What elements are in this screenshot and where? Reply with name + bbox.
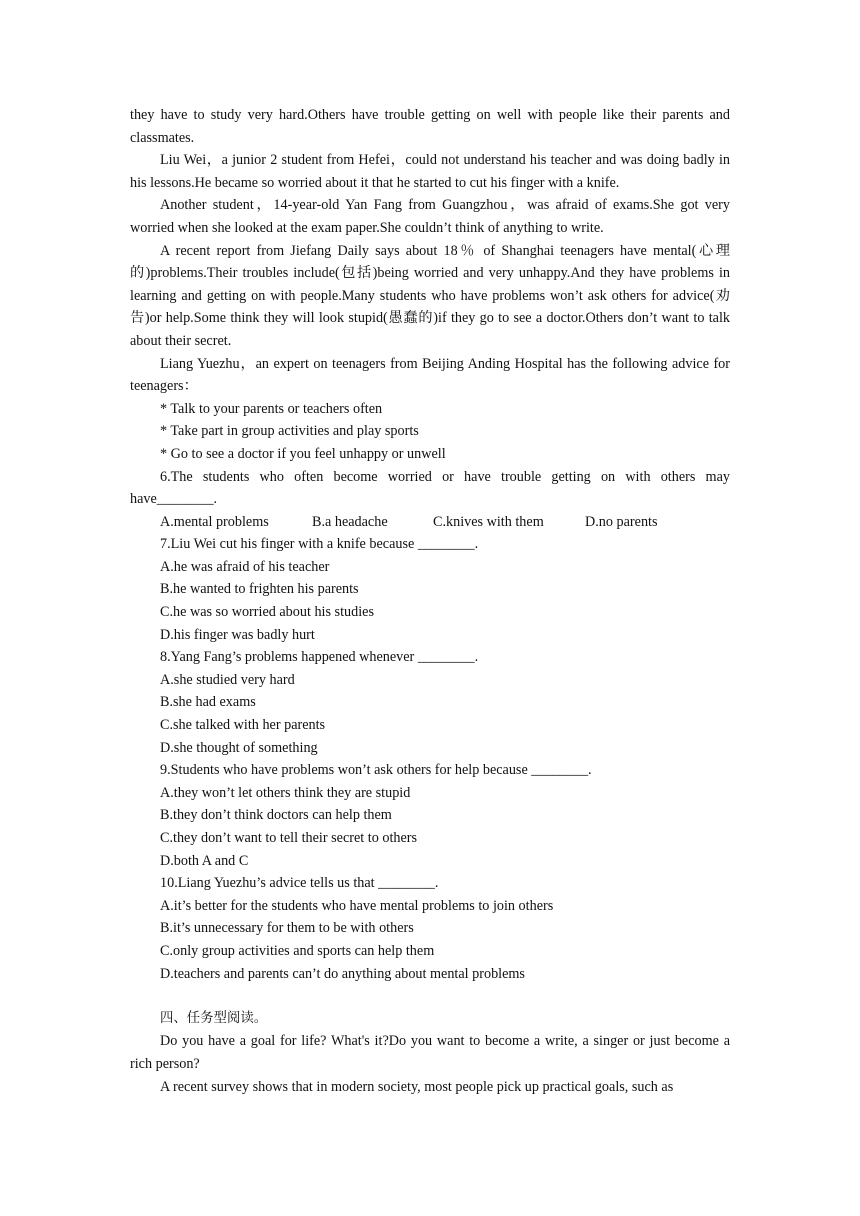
question-options-row [130, 511, 730, 534]
question-stem: 6.The students who often become worried or have trouble getting on with others may have________. [130, 468, 730, 508]
question-stem: 7.Liu Wei cut his finger with a knife because ________. [160, 536, 479, 553]
option-b: B.they don’t think doctors can help them [160, 807, 392, 824]
advice-item: * Go to see a doctor if you feel unhappy or unwell [160, 445, 446, 462]
option-a: A.she studied very hard [160, 671, 295, 688]
option-d: D.his finger was badly hurt [160, 626, 315, 643]
option-a: A.mental problems [160, 513, 269, 530]
passage-paragraph: Do you have a goal for life? What's it?Do you want to become a write, a singer or just become a rich person? [130, 1033, 730, 1072]
passage-paragraph: Liang Yuezhu，an expert on teenagers from Beijing Anding Hospital has the following advice for teenagers： [130, 355, 730, 395]
question-stem: 10.Liang Yuezhu’s advice tells us that ________. [160, 875, 439, 892]
option-b: B.it’s unnecessary for them to be with others [160, 920, 414, 937]
option-b: B.he wanted to frighten his parents [160, 581, 359, 598]
passage-paragraph: A recent survey shows that in modern society, most people pick up practical goals, such as [160, 1078, 674, 1095]
option-c: C.she talked with her parents [160, 717, 326, 734]
passage-paragraph: A recent report from Jiefang Daily says about 18％ of Shanghai teenagers have mental(心理的)problems.Their troubles include(包括)being worried and very unhappy.And they have problems in learning and getting on with people.Many students who have problems won’t ask others for advice(劝告)or help.Some think they will look stupid(愚蠢的)if they go to see a doctor.Others don’t want to talk about their secret. [130, 242, 730, 349]
option-c: C.knives with them [433, 513, 544, 530]
section-gap [130, 985, 730, 1008]
option-d: D.both A and C [160, 852, 249, 869]
passage-paragraph: Liu Wei，a junior 2 student from Hefei，could not understand his teacher and was doing badly in his lessons.He became so worried about it that he started to cut his finger with a knife. [130, 152, 730, 191]
option-d: D.she thought of something [160, 739, 318, 756]
option-a: A.it’s better for the students who have mental problems to join others [160, 897, 554, 914]
question-stem: 9.Students who have problems won’t ask others for help because ________. [160, 762, 592, 779]
passage-paragraph: they have to study very hard.Others have trouble getting on well with people like their parents and classmates. [130, 107, 730, 146]
option-b: B.she had exams [160, 694, 256, 711]
option-a: A.they won’t let others think they are stupid [160, 784, 411, 801]
option-c: C.only group activities and sports can help them [160, 942, 435, 959]
option-c: C.they don’t want to tell their secret to others [160, 830, 418, 846]
passage-paragraph: Another student，14-year-old Yan Fang from Guangzhou，was afraid of exams.She got very worried when she looked at the exam paper.She couldn’t think of anything to write. [130, 197, 730, 236]
option-b: B.a headache [312, 513, 388, 530]
document-page [130, 104, 730, 1098]
option-c: C.he was so worried about his studies [160, 604, 374, 621]
advice-item: * Talk to your parents or teachers often [160, 400, 383, 417]
section-heading: 四、任务型阅读。 [160, 1010, 268, 1026]
advice-item: * Take part in group activities and play sports [160, 423, 419, 440]
option-d: D.teachers and parents can’t do anything about mental problems [160, 965, 525, 982]
option-d: D.no parents [585, 513, 658, 530]
question-stem: 8.Yang Fang’s problems happened whenever ________. [160, 649, 479, 666]
option-a: A.he was afraid of his teacher [160, 558, 330, 575]
